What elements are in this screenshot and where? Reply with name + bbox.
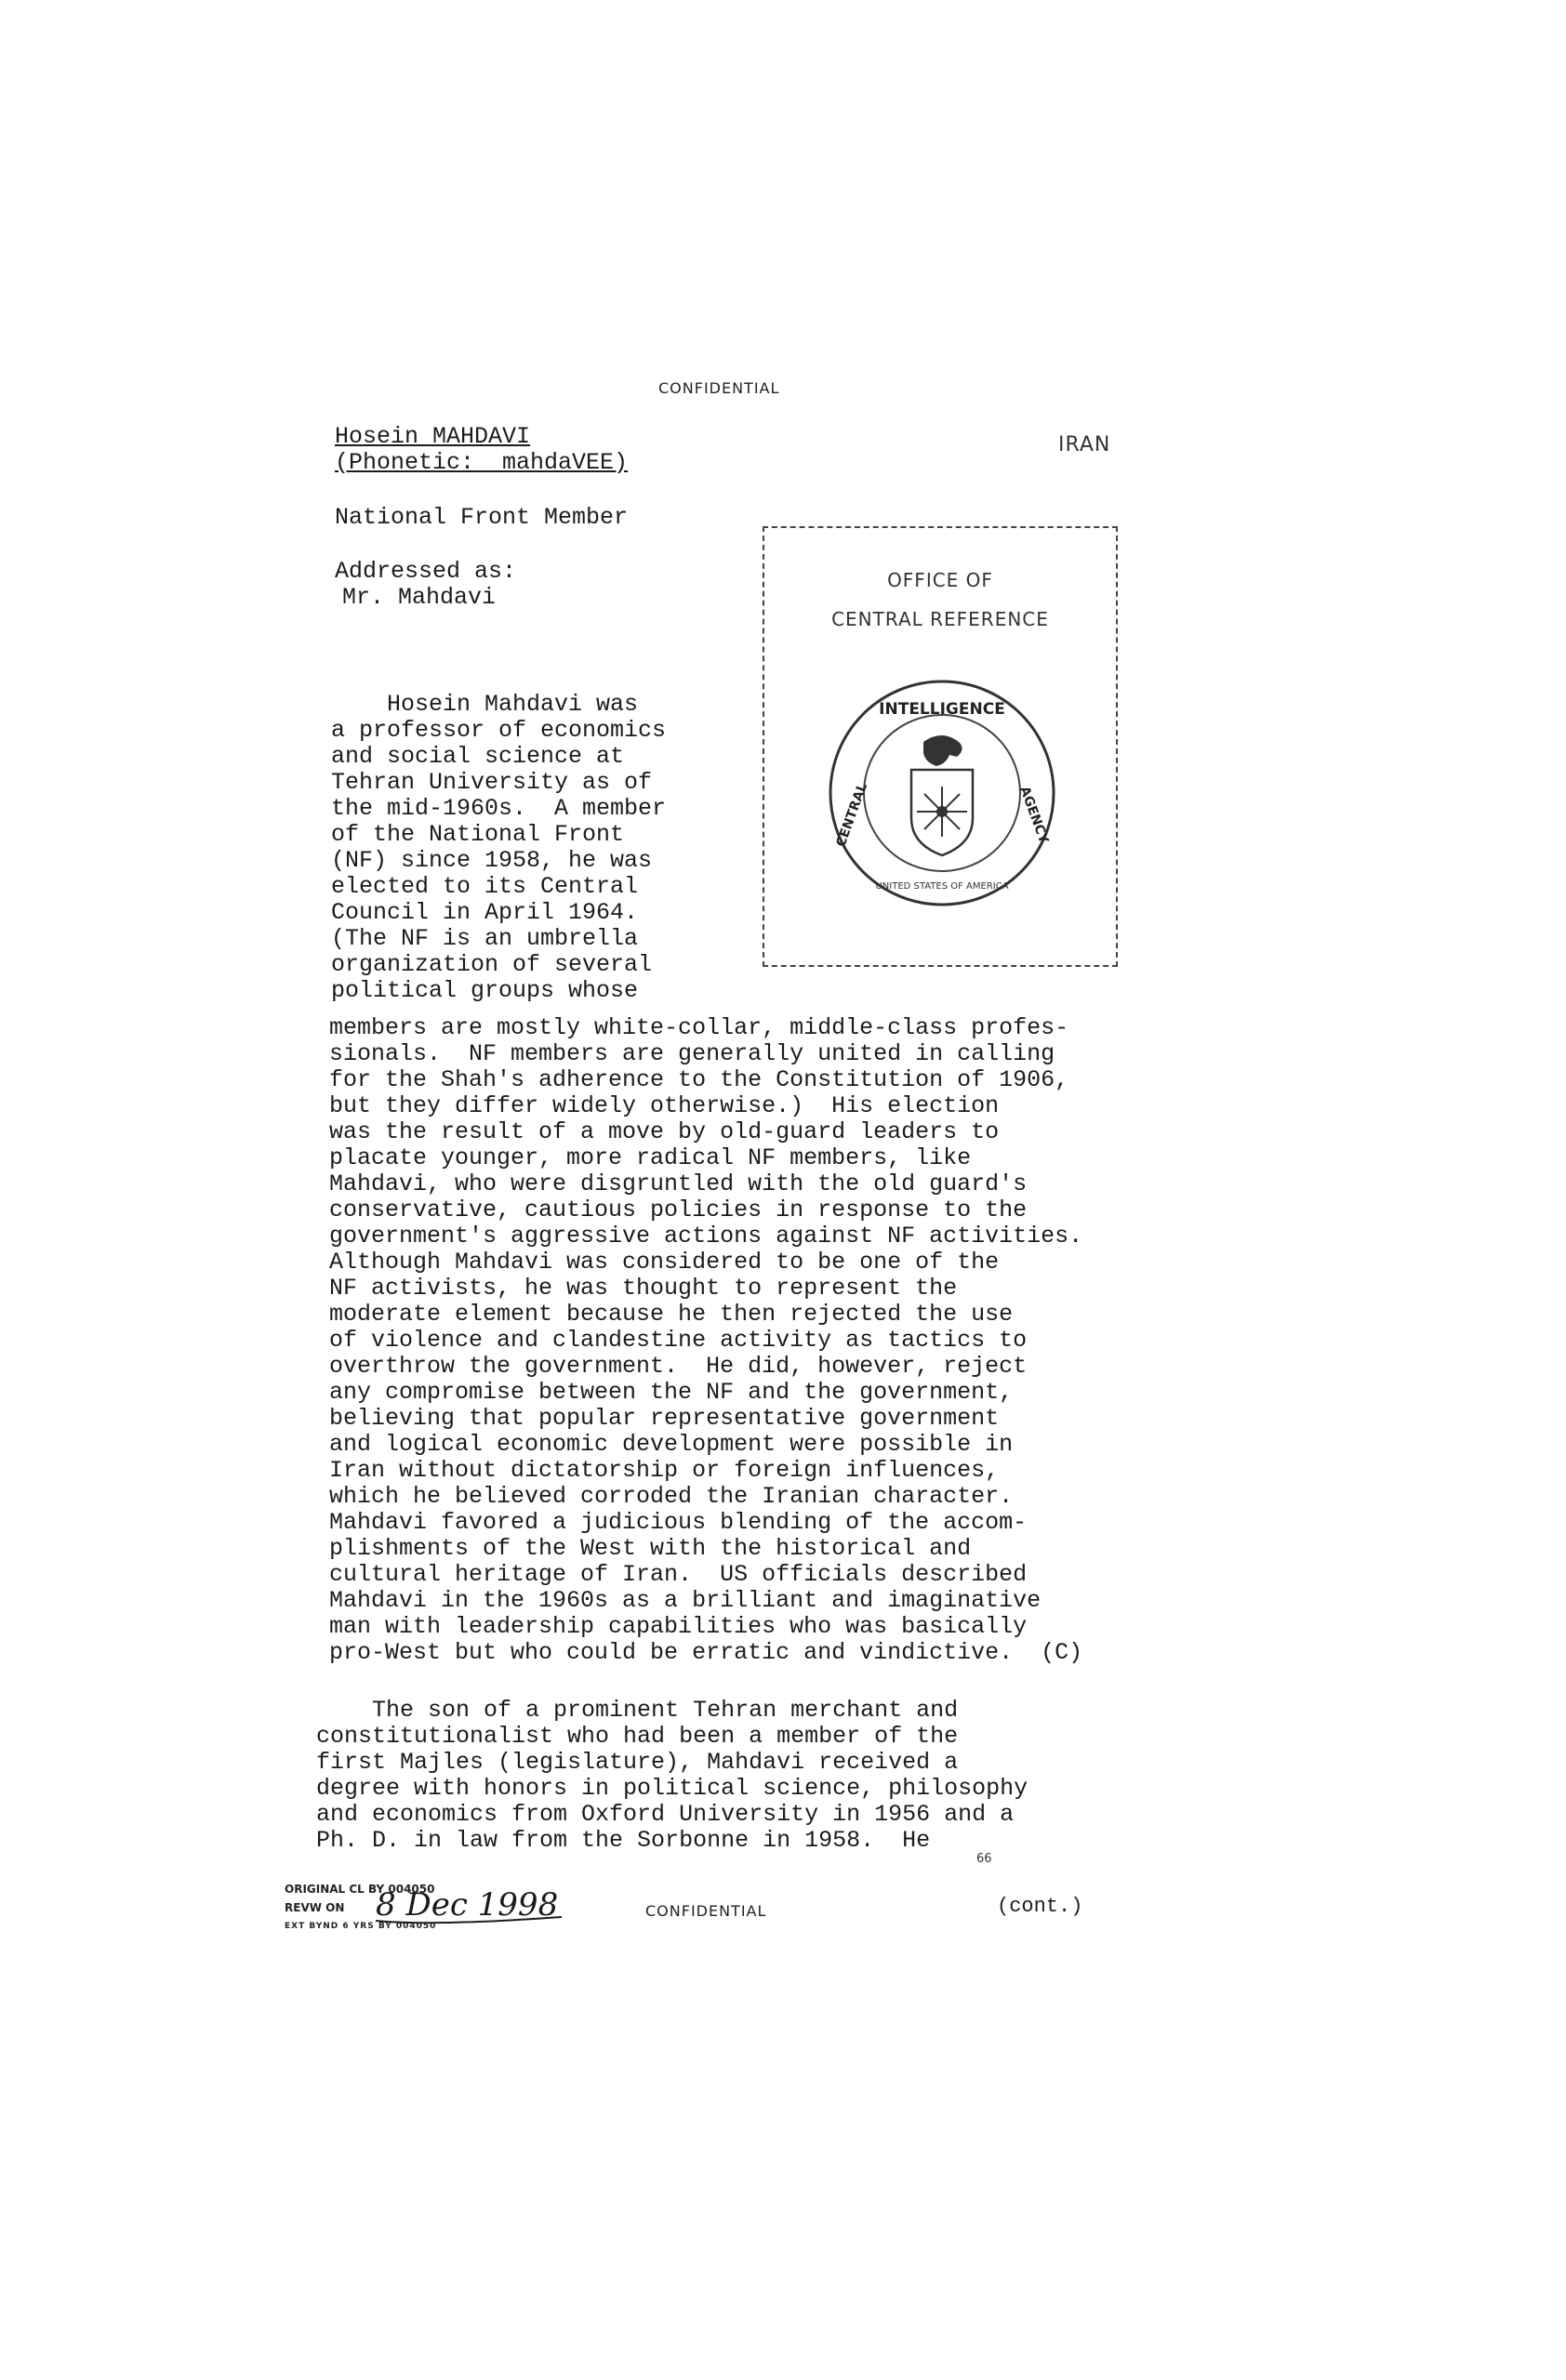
body-line: Although Mahdavi was considered to be one of the bbox=[329, 1249, 1000, 1276]
classification-header: CONFIDENTIAL bbox=[658, 379, 780, 397]
review-date-handwriting bbox=[372, 1880, 577, 1930]
phonetic-spelling: (Phonetic: mahdaVEE) bbox=[335, 449, 629, 476]
classification-footer: CONFIDENTIAL bbox=[645, 1902, 767, 1920]
body-line: political groups whose bbox=[331, 977, 639, 1004]
body-line: Mahdavi in the 1960s as a brilliant and imaginative bbox=[329, 1587, 1042, 1614]
stamp-office-line: OFFICE OF bbox=[887, 569, 993, 591]
addressed-as-name: Mr. Mahdavi bbox=[342, 584, 497, 611]
body-line: elected to its Central bbox=[331, 873, 639, 900]
body-line: the mid-1960s. A member bbox=[331, 795, 667, 822]
body-line: but they differ widely otherwise.) His election bbox=[329, 1092, 1000, 1119]
seal-text-right: AGENCY bbox=[1016, 784, 1052, 846]
position-title: National Front Member bbox=[335, 504, 629, 531]
body-line: of the National Front bbox=[331, 821, 625, 848]
body-line: overthrow the government. He did, however, reject bbox=[329, 1353, 1028, 1380]
body-line: members are mostly white-collar, middle-class profes- bbox=[329, 1014, 1069, 1041]
continued-marker: (cont.) bbox=[997, 1895, 1083, 1918]
seal-text-bottom: UNITED STATES OF AMERICA bbox=[875, 881, 1009, 892]
body-line: conservative, cautious policies in response to the bbox=[329, 1197, 1028, 1223]
body-line: a professor of economics bbox=[331, 717, 667, 744]
body-line: which he believed corroded the Iranian character. bbox=[329, 1483, 1014, 1510]
body-line: pro-West but who could be erratic and vindictive. (C) bbox=[329, 1639, 1083, 1666]
office-stamp-box bbox=[763, 526, 1118, 967]
body-line: cultural heritage of Iran. US officials described bbox=[329, 1561, 1028, 1588]
body-line: constitutionalist who had been a member of the bbox=[316, 1723, 959, 1750]
seal-text-top: INTELLIGENCE bbox=[879, 700, 1005, 719]
body-line: government's aggressive actions against NF activities. bbox=[329, 1223, 1083, 1250]
country-label: IRAN bbox=[1058, 433, 1111, 456]
body-line: Mahdavi, who were disgruntled with the old guard's bbox=[329, 1170, 1028, 1197]
page-number: 66 bbox=[976, 1852, 992, 1866]
body-line: NF activists, he was thought to represent the bbox=[329, 1275, 958, 1302]
review-on-label: REVW ON bbox=[285, 1901, 345, 1914]
body-line: moderate element because he then rejected the use bbox=[329, 1301, 1014, 1328]
body-line: Hosein Mahdavi was bbox=[331, 691, 639, 718]
body-line: man with leadership capabilities who was basically bbox=[329, 1613, 1028, 1640]
body-line: (The NF is an umbrella bbox=[331, 925, 639, 952]
body-line: of violence and clandestine activity as tactics to bbox=[329, 1327, 1028, 1354]
body-line: Tehran University as of bbox=[331, 769, 653, 796]
extension-note: EXT BYND 6 YRS BY 004050 bbox=[285, 1922, 437, 1931]
body-line: was the result of a move by old-guard leaders to bbox=[329, 1118, 1000, 1145]
body-line: (NF) since 1958, he was bbox=[331, 847, 653, 874]
classified-by: ORIGINAL CL BY 004050 bbox=[285, 1883, 435, 1896]
stamp-reference-line: CENTRAL REFERENCE bbox=[831, 608, 1049, 630]
review-date-text: 8 Dec 1998 bbox=[376, 1886, 559, 1924]
body-line: degree with honors in political science, philosophy bbox=[316, 1775, 1029, 1802]
body-line: organization of several bbox=[331, 951, 653, 978]
body-line: believing that popular representative government bbox=[329, 1405, 1000, 1432]
body-line: and logical economic development were possible in bbox=[329, 1431, 1014, 1458]
subject-name: Hosein MAHDAVI bbox=[335, 423, 531, 450]
body-line: Council in April 1964. bbox=[331, 899, 639, 926]
body-line: first Majles (legislature), Mahdavi received a bbox=[316, 1749, 959, 1776]
body-line: placate younger, more radical NF members, like bbox=[329, 1144, 972, 1171]
body-line: and economics from Oxford University in 1956 and a bbox=[316, 1801, 1015, 1828]
addressed-as-label: Addressed as: bbox=[335, 558, 517, 585]
body-line: Mahdavi favored a judicious blending of the accom- bbox=[329, 1509, 1028, 1536]
body-line: Iran without dictatorship or foreign influences, bbox=[329, 1457, 1000, 1484]
body-line: and social science at bbox=[331, 743, 625, 770]
body-line: plishments of the West with the historical and bbox=[329, 1535, 972, 1562]
body-line: any compromise between the NF and the government, bbox=[329, 1379, 1014, 1406]
body-line: Ph. D. in law from the Sorbonne in 1958. He bbox=[316, 1827, 931, 1854]
body-line: sionals. NF members are generally united in calling bbox=[329, 1040, 1055, 1067]
body-line: The son of a prominent Tehran merchant and bbox=[316, 1697, 959, 1724]
seal-text-left: CENTRAL bbox=[833, 781, 871, 850]
cia-seal-icon bbox=[826, 677, 1058, 909]
body-line: for the Shah's adherence to the Constitution of 1906, bbox=[329, 1066, 1069, 1093]
